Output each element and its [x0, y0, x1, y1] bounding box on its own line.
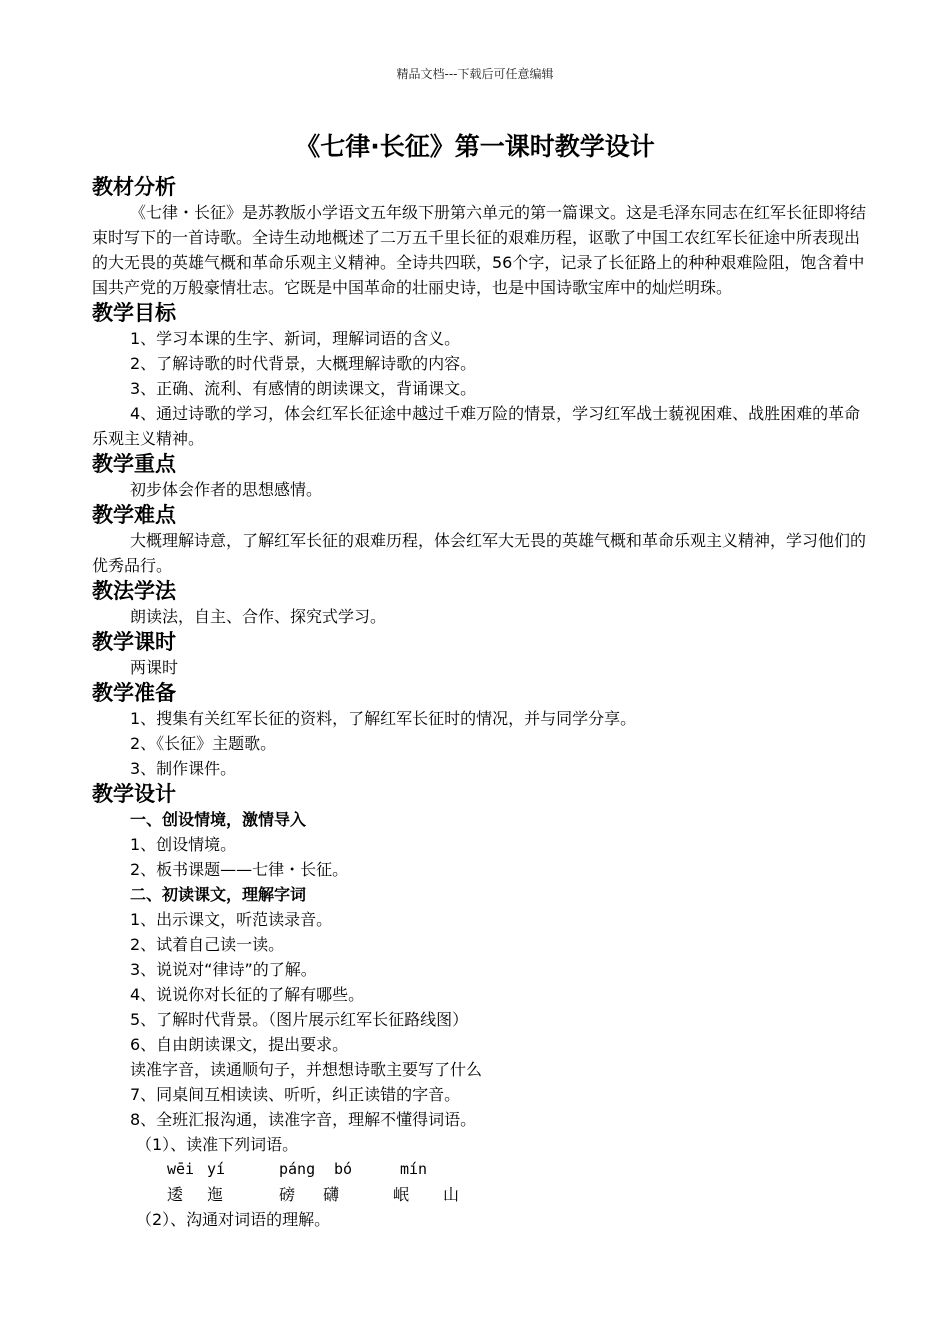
sheji-step: 1、出示课文，听范读录音。 [130, 910, 333, 929]
heading-sheji: 教学设计 [92, 782, 176, 806]
jiaofa-text: 朗读法，自主、合作、探究式学习。 [130, 607, 387, 626]
sheji-step: 6、自由朗读课文，提出要求。 [130, 1035, 349, 1054]
sheji-step-note: 读准字音，读通顺句子，并想想诗歌主要写了什么 [130, 1060, 483, 1079]
pinyin: yí [207, 1160, 226, 1178]
heading-mubiao: 教学目标 [92, 301, 176, 325]
page-header: 精品文档---下载后可任意编辑 [396, 67, 554, 81]
zhunbei-item: 2、《长征》主题歌。 [130, 734, 277, 753]
sheji-step: 8、全班汇报沟通，读准字音，理解不懂得词语。 [130, 1110, 477, 1129]
mubiao-item: 4、通过诗歌的学习，体会红军长征途中越过千难万险的情景，学习红军战士藐视困难、战胜困难的革命乐观主义精神。 [92, 404, 861, 448]
zhunbei-item: 3、制作课件。 [130, 759, 237, 778]
mubiao-item: 3、正确、流利、有感情的朗读课文，背诵课文。 [130, 379, 477, 398]
zhongdian-text: 初步体会作者的思想感情。 [130, 480, 323, 499]
sheji-step: 2、板书课题——七律・长征。 [130, 860, 349, 879]
jiaocai-paragraph: 《七律・长征》是苏教版小学语文五年级下册第六单元的第一篇课文。这是毛泽东同志在红军长征即将结束时写下的一首诗歌。全诗生动地概述了二万五千里长征的艰难历程，讴歌了中国工农红军长征途中所表现出的大无畏的英雄气概和革命乐观主义精神。全诗共四联，56个字，记录了长征路上的种种艰难险阻，饱含着中国共产党的万般豪情壮志。它既是中国革命的壮丽史诗，也是中国诗歌宝库中的灿烂明珠。 [92, 203, 867, 297]
pinyin: páng [279, 1160, 316, 1178]
sheji-step: 4、说说你对长征的了解有哪些。 [130, 985, 365, 1004]
sheji-step: 1、创设情境。 [130, 835, 237, 854]
character: 岷 [393, 1185, 410, 1204]
pinyin: mín [400, 1160, 428, 1178]
character: 礴 [323, 1185, 340, 1204]
heading-jiaofa: 教法学法 [92, 579, 176, 603]
heading-jiaocai: 教材分析 [92, 175, 176, 199]
character: 迤 [207, 1185, 224, 1204]
character: 磅 [279, 1185, 296, 1204]
pinyin-row [92, 1157, 872, 1182]
heading-zhongdian: 教学重点 [92, 452, 176, 476]
sheji-part2-title: 二、初读课文，理解字词 [130, 885, 307, 904]
heading-nandian: 教学难点 [92, 503, 176, 527]
heading-keshi: 教学课时 [92, 630, 176, 654]
heading-zhunbei: 教学准备 [92, 681, 176, 705]
zhunbei-item: 1、搜集有关红军长征的资料，了解红军长征时的情况，并与同学分享。 [130, 709, 637, 728]
keshi-text: 两课时 [130, 658, 179, 677]
document-title: 《七律·长征》第一课时教学设计 [295, 132, 655, 161]
character: 山 [443, 1185, 460, 1204]
sheji-sub1: （1）、读准下列词语。 [136, 1135, 299, 1154]
nandian-text: 大概理解诗意，了解红军长征的艰难历程，体会红军大无畏的英雄气概和革命乐观主义精神，学习他们的优秀品行。 [92, 531, 867, 575]
sheji-step: 7、同桌间互相读读、听听，纠正读错的字音。 [130, 1085, 461, 1104]
sheji-step: 3、说说对“律诗”的了解。 [130, 960, 317, 979]
sheji-part1-title: 一、创设情境，激情导入 [130, 810, 307, 829]
sheji-step: 5、了解时代背景。（图片展示红军长征路线图） [130, 1010, 469, 1029]
mubiao-item: 1、学习本课的生字、新词，理解词语的含义。 [130, 329, 461, 348]
characters-row [92, 1182, 872, 1207]
sheji-step: 2、试着自己读一读。 [130, 935, 285, 954]
mubiao-item: 2、了解诗歌的时代背景，大概理解诗歌的内容。 [130, 354, 477, 373]
character: 逶 [167, 1185, 184, 1204]
sheji-sub2: （2）、沟通对词语的理解。 [136, 1210, 331, 1229]
pinyin: bó [334, 1160, 353, 1178]
document-body [92, 174, 872, 1232]
pinyin: wēi [167, 1160, 195, 1178]
